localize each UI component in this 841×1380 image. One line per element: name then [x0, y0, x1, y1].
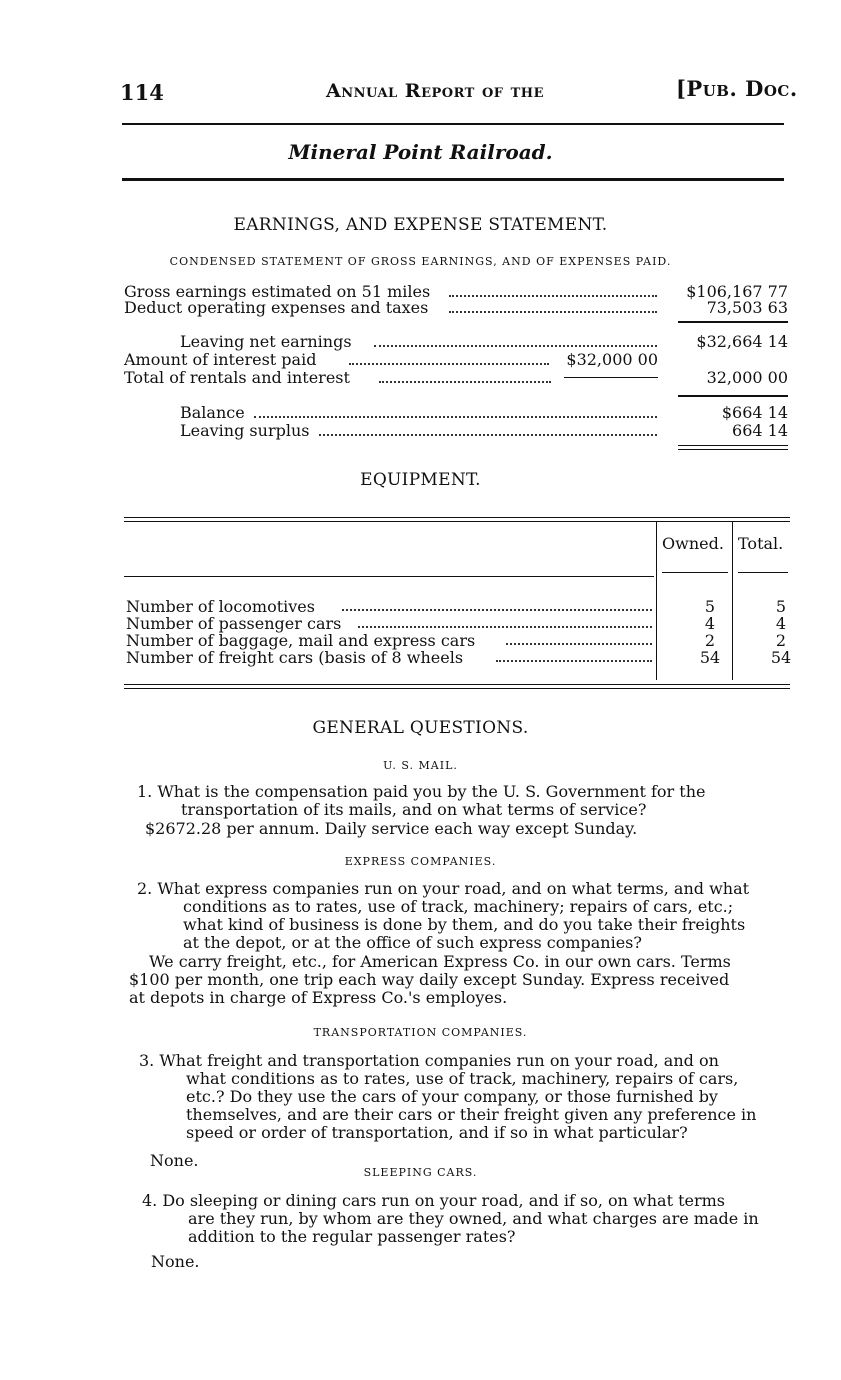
equipment-row: [126, 649, 790, 666]
answer-2-line: at depots in charge of Express Co.'s employes.: [129, 988, 508, 1007]
leader-dots: [254, 404, 657, 418]
question-3-line: 3. What freight and transportation companies run on your road, and on: [139, 1051, 719, 1070]
question-4-line: are they run, by whom are they owned, and what charges are made in: [188, 1209, 759, 1228]
earnings-label: Balance: [180, 403, 245, 422]
general-questions-title: GENERAL QUESTIONS.: [312, 718, 529, 738]
question-4-line: 4. Do sleeping or dining cars run on your road, and if so, on what terms: [142, 1191, 726, 1210]
answer-2-line: We carry freight, etc., for American Express Co. in our own cars. Terms: [149, 952, 731, 971]
table-bottom-rule: [124, 684, 790, 685]
question-3-line: what conditions as to rates, use of track, machinery, repairs of cars,: [186, 1069, 739, 1088]
equipment-label: Number of baggage, mail and express cars: [126, 631, 476, 650]
leader-dots: [319, 422, 657, 436]
earnings-row: [124, 351, 788, 369]
table-bottom-rule: [124, 688, 790, 689]
header-rule: [122, 123, 784, 125]
table-top-rule: [124, 517, 790, 518]
column-header-total: Total.: [738, 534, 784, 553]
equipment-row: [126, 615, 790, 632]
equipment-label: Number of freight cars (basis of 8 wheels: [126, 648, 464, 667]
answer-2-line: $100 per month, one trip each way daily except Sunday. Express received: [129, 970, 730, 989]
earnings-label: Amount of interest paid: [124, 350, 317, 369]
subtotal-rule: [678, 395, 788, 397]
earnings-label: Leaving net earnings: [180, 332, 352, 351]
owned-value: 4: [704, 614, 716, 633]
earnings-label: Deduct operating expenses and taxes: [124, 298, 429, 317]
total-value: 54: [770, 648, 792, 667]
leader-dots: [496, 649, 652, 662]
railroad-rule: [122, 178, 784, 181]
earnings-label: Total of rentals and interest: [124, 368, 350, 387]
earnings-row: [124, 369, 788, 387]
leader-dots: [342, 598, 652, 611]
earnings-row: [124, 422, 788, 440]
header-underline: [124, 576, 654, 577]
earnings-row: [124, 333, 788, 351]
running-title: Annual Report of the: [326, 80, 544, 102]
answer-3: None.: [150, 1151, 199, 1170]
equipment-title: EQUIPMENT.: [360, 470, 481, 490]
subtotal-rule: [678, 321, 788, 323]
earnings-row: [124, 299, 788, 317]
equipment-row: [126, 632, 790, 649]
question-4-line: addition to the regular passenger rates?: [188, 1227, 516, 1246]
interest-paid-amount: $32,000 00: [566, 350, 658, 369]
header-underline: [662, 572, 728, 573]
total-value: 4: [775, 614, 787, 633]
earnings-label: Gross earnings estimated on 51 miles: [124, 282, 431, 301]
total-double-rule: [678, 449, 788, 450]
leader-dots: [374, 333, 657, 347]
doc-reference: [Pub. Doc.: [676, 76, 798, 101]
section-heading-transportation: TRANSPORTATION COMPANIES.: [313, 1026, 528, 1039]
question-3-line: speed or order of transportation, and if so in what particular?: [186, 1123, 688, 1142]
equipment-label: Number of locomotives: [126, 597, 315, 616]
section-heading-mail: U. S. MAIL.: [383, 759, 458, 772]
page-number: 114: [120, 80, 164, 105]
railroad-name: Mineral Point Railroad.: [288, 140, 553, 164]
section-heading-sleeping: SLEEPING CARS.: [363, 1166, 478, 1179]
leader-dots: [349, 351, 549, 365]
equipment-label: Number of passenger cars: [126, 614, 342, 633]
question-1-line: transportation of its mails, and on what terms of service?: [181, 800, 647, 819]
interest-rule: [564, 377, 658, 378]
total-value: 5: [775, 597, 787, 616]
leader-dots: [358, 615, 652, 628]
owned-value: 5: [704, 597, 716, 616]
earnings-amount: 664 14: [732, 421, 788, 440]
table-top-rule: [124, 521, 790, 522]
equipment-row: [126, 598, 790, 615]
earnings-subtitle: CONDENSED STATEMENT OF GROSS EARNINGS, AND OF EXPENSES PAID.: [169, 255, 672, 268]
earnings-title: EARNINGS, AND EXPENSE STATEMENT.: [233, 215, 608, 235]
earnings-amount: $32,664 14: [696, 332, 788, 351]
question-2-line: 2. What express companies run on your road, and on what terms, and what: [137, 879, 750, 898]
earnings-amount: 32,000 00: [706, 368, 788, 387]
question-2-line: what kind of business is done by them, and do you take their freights: [183, 915, 746, 934]
owned-value: 54: [699, 648, 721, 667]
earnings-amount: $664 14: [721, 403, 788, 422]
question-2-line: at the depot, or at the office of such express companies?: [183, 933, 642, 952]
earnings-amount: 73,503 63: [706, 298, 788, 317]
answer-4: None.: [151, 1252, 200, 1271]
question-1-line: 1. What is the compensation paid you by the U. S. Government for the: [137, 782, 706, 801]
header-underline: [738, 572, 788, 573]
question-3-line: etc.? Do they use the cars of your company, or those furnished by: [186, 1087, 718, 1106]
question-3-line: themselves, and are their cars or their freight given any preference in: [186, 1105, 757, 1124]
owned-value: 2: [704, 631, 716, 650]
column-header-owned: Owned.: [662, 534, 724, 553]
earnings-row: [124, 404, 788, 422]
leader-dots: [379, 369, 551, 383]
leader-dots: [449, 283, 657, 297]
answer-1: $2672.28 per annum. Daily service each way except Sunday.: [145, 819, 638, 838]
section-heading-express: EXPRESS COMPANIES.: [344, 855, 497, 868]
leader-dots: [449, 299, 657, 313]
earnings-label: Leaving surplus: [180, 421, 310, 440]
leader-dots: [506, 632, 652, 645]
total-double-rule: [678, 445, 788, 446]
question-2-line: conditions as to rates, use of track, machinery; repairs of cars, etc.;: [183, 897, 734, 916]
total-value: 2: [775, 631, 787, 650]
earnings-amount: $106,167 77: [686, 282, 788, 301]
